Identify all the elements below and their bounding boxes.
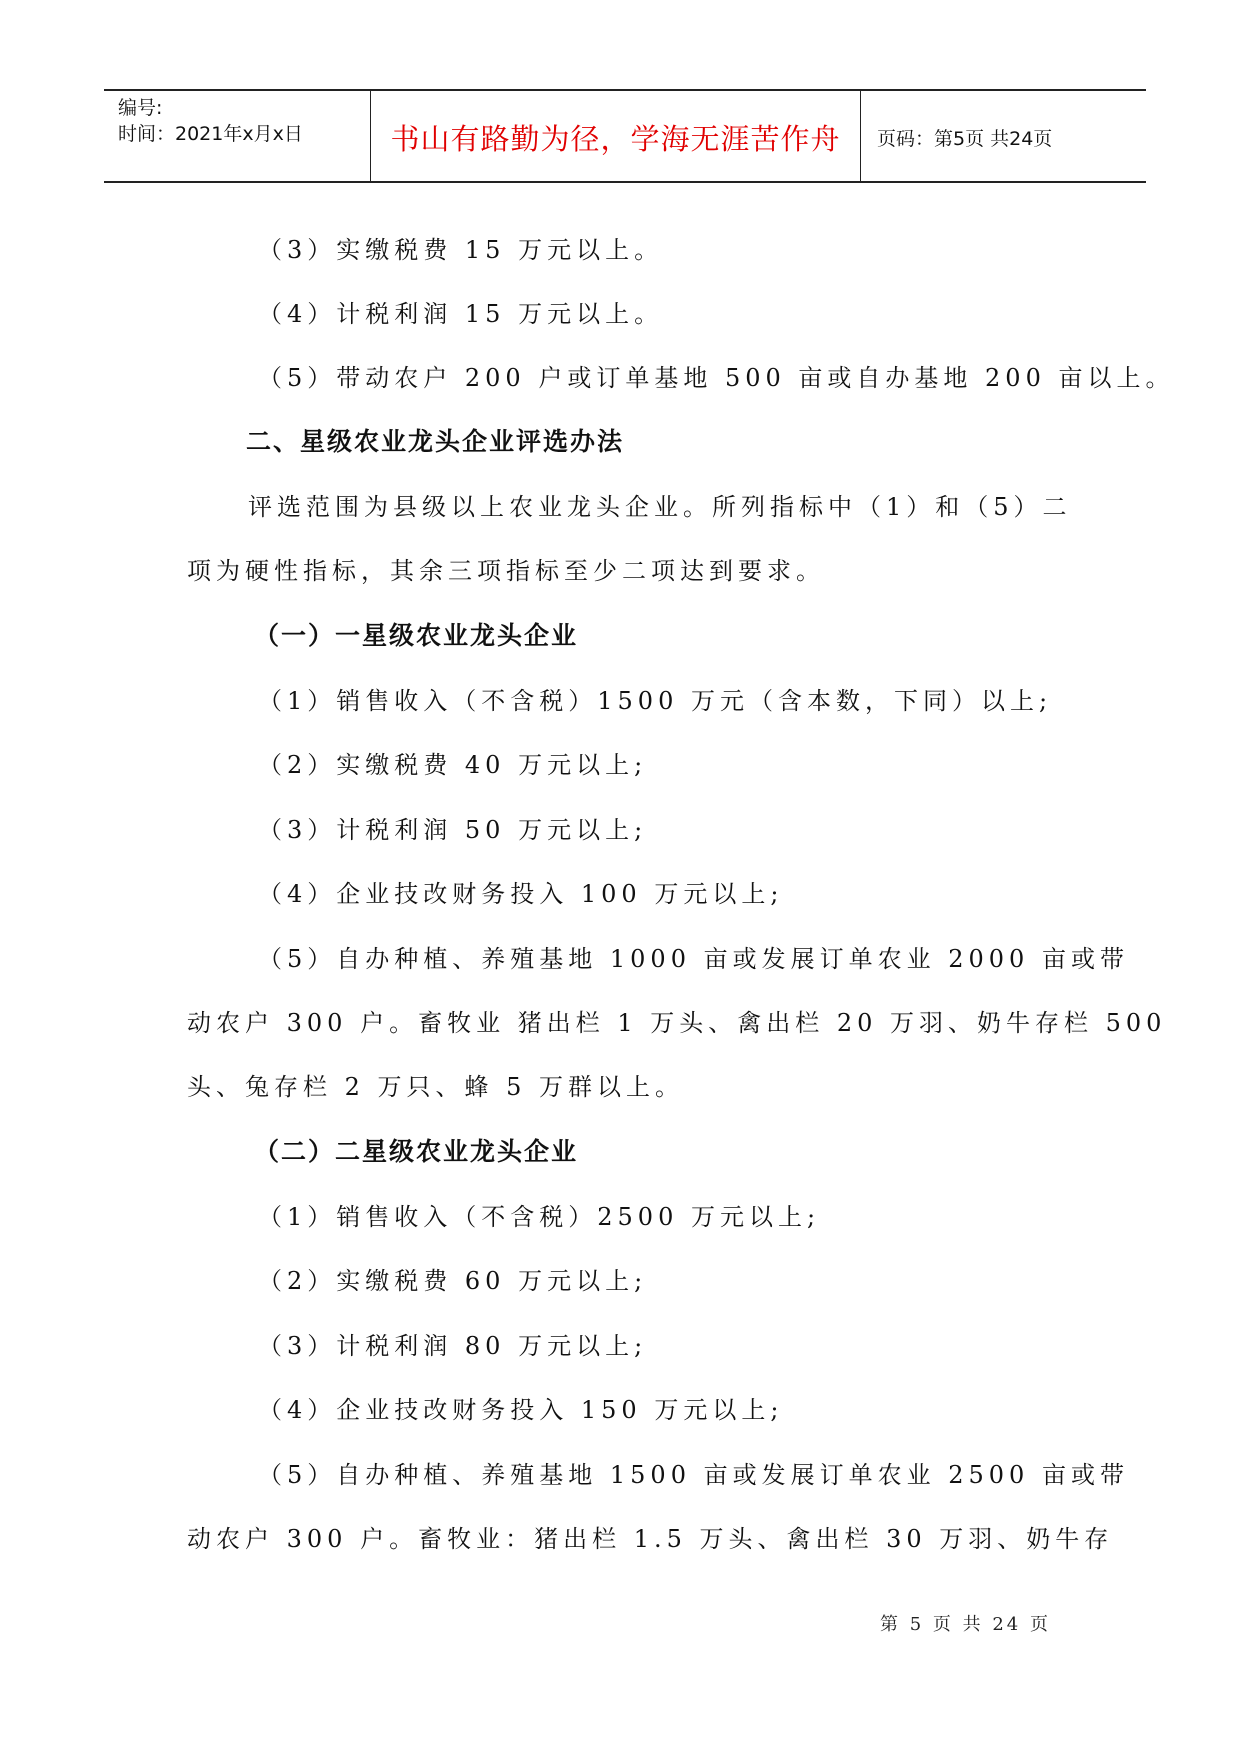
- header-motto: 书山有路勤为径，学海无涯苦作舟: [390, 122, 841, 156]
- body-line: （5）带动农户 200 户或订单基地 500 亩或自办基地 200 亩以上。: [258, 364, 1175, 392]
- header-meta-cell: [104, 91, 370, 181]
- footer-page-number: 第 5 页 共 24 页: [880, 1614, 1051, 1635]
- body-line: （3）实缴税费 15 万元以上。: [258, 236, 664, 264]
- subsection-heading: （一）一星级农业龙头企业: [254, 621, 579, 650]
- body-line: （4）计税利润 15 万元以上。: [258, 300, 664, 328]
- header-page-cell: [861, 91, 1146, 181]
- body-line: （1）销售收入（不含税）1500 万元（含本数，下同）以上;: [258, 687, 1053, 715]
- body-line: （2）实缴税费 40 万元以上;: [258, 751, 648, 779]
- body-line: 项为硬性指标，其余三项指标至少二项达到要求。: [187, 557, 825, 585]
- body-line: （3）计税利润 50 万元以上;: [258, 816, 648, 844]
- subsection-heading: （二）二星级农业龙头企业: [254, 1137, 579, 1166]
- body-line: 评选范围为县级以上农业龙头企业。所列指标中（1）和（5）二: [248, 493, 1072, 521]
- body-line: （3）计税利润 80 万元以上;: [258, 1332, 648, 1360]
- header-page-code: 页码：第5页 共24页: [877, 128, 1053, 150]
- document-code-label: 编号:: [118, 97, 163, 119]
- body-line: （5）自办种植、养殖基地 1000 亩或发展订单农业 2000 亩或带: [258, 945, 1129, 973]
- document-time-label: 时间：2021年x月x日: [118, 123, 303, 145]
- body-line: 头、兔存栏 2 万只、蜂 5 万群以上。: [187, 1073, 685, 1101]
- body-line: （4）企业技改财务投入 150 万元以上;: [258, 1396, 784, 1424]
- body-line: （5）自办种植、养殖基地 1500 亩或发展订单农业 2500 亩或带: [258, 1461, 1129, 1489]
- section-heading: 二、星级农业龙头企业评选办法: [246, 427, 625, 456]
- header-motto-cell: [370, 91, 861, 181]
- body-line: 动农户 300 户。畜牧业：猪出栏 1.5 万头、禽出栏 30 万羽、奶牛存: [187, 1525, 1114, 1553]
- body-line: （1）销售收入（不含税）2500 万元以上;: [258, 1203, 821, 1231]
- body-line: 动农户 300 户。畜牧业 猪出栏 1 万头、禽出栏 20 万羽、奶牛存栏 500: [187, 1009, 1167, 1037]
- body-line: （2）实缴税费 60 万元以上;: [258, 1267, 648, 1295]
- document-header: [104, 89, 1146, 183]
- body-line: （4）企业技改财务投入 100 万元以上;: [258, 880, 784, 908]
